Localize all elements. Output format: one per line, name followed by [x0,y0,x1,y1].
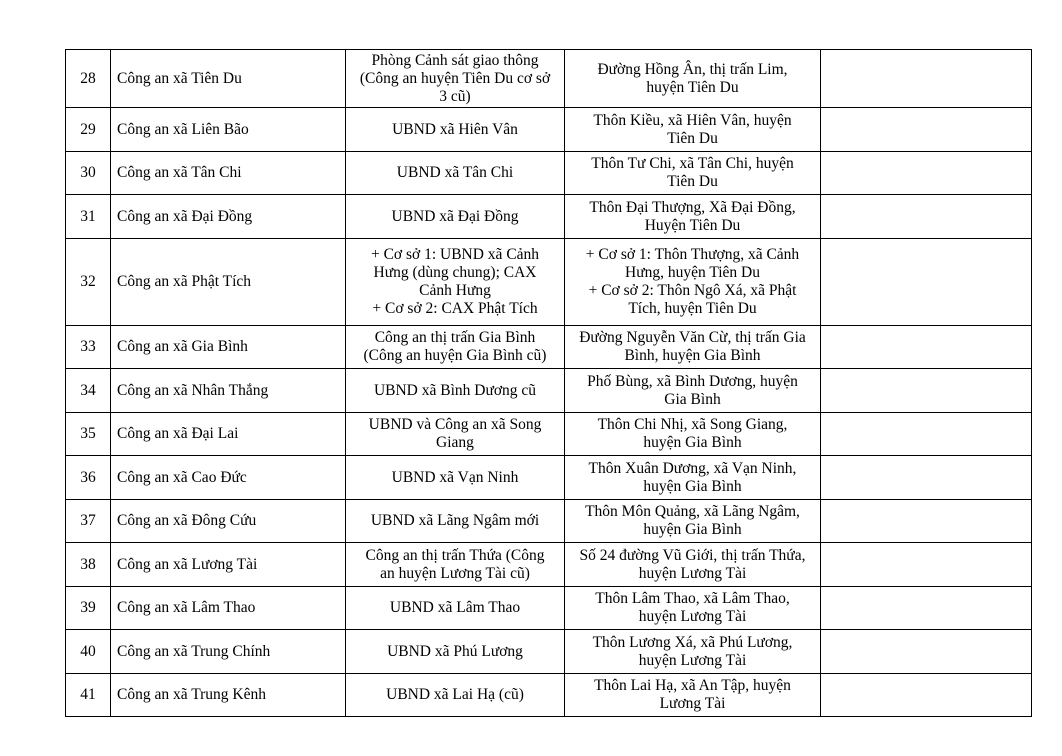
table-row [66,500,1032,543]
police-unit-name: Công an xã Liên Bão [111,108,346,152]
work-location-line: Công an thị trấn Thứa (Công [365,546,545,564]
address-cell [565,630,821,674]
work-location-cell [346,587,565,630]
row-number: 35 [66,413,111,456]
work-location-line: UBND xã Phú Lương [387,642,523,660]
row-number: 33 [66,326,111,369]
work-location-line: UBND xã Lãng Ngâm mới [370,512,540,529]
row-number: 31 [66,195,111,239]
address-line: huyện Gia Bình [643,434,742,451]
address-line: Phố Bùng, xã Bình Dương, huyện [587,372,798,390]
address-cell [565,326,821,369]
address-cell [565,50,821,108]
work-location-line: (Công an huyện Gia Bình cũ) [363,347,547,364]
note-cell [821,456,1032,500]
work-location-cell [346,50,565,108]
work-location-cell [346,152,565,195]
work-location-cell [346,543,565,587]
address-cell [565,369,821,413]
address-line: Gia Bình [664,390,721,408]
address-line: Tích, huyện Tiên Du [628,300,757,317]
work-location-cell [346,326,565,369]
address-line: Huyện Tiên Du [644,216,741,234]
work-location-line: + Cơ sở 2: CAX Phật Tích [372,300,538,317]
note-cell [821,587,1032,630]
police-unit-name: Công an xã Cao Đức [111,456,346,500]
address-line: Đường Nguyễn Văn Cừ, thị trấn Gia [579,329,806,346]
table-row [66,152,1032,195]
police-unit-name: Công an xã Lâm Thao [111,587,346,630]
table-row [66,543,1032,587]
address-line: Số 24 đường Vũ Giới, thị trấn Thứa, [579,546,806,564]
table-row [66,50,1032,108]
note-cell [821,50,1032,108]
address-cell [565,674,821,717]
address-line: Thôn Tư Chi, xã Tân Chi, huyện [591,155,794,172]
work-location-line: UBND xã Đại Đồng [391,207,519,225]
work-location-line: UBND xã Tân Chi [396,164,514,181]
note-cell [821,500,1032,543]
address-line: Thôn Lâm Thao, xã Lâm Thao, [595,590,790,607]
address-line: + Cơ sở 1: Thôn Thượng, xã Cảnh [585,246,800,263]
address-line: Thôn Xuân Dương, xã Vạn Ninh, [588,459,797,477]
address-line: Bình, huyện Gia Bình [624,347,761,364]
table-body [66,50,1032,717]
work-location-line: 3 cũ) [439,87,471,105]
address-line: huyện Lương Tài [638,651,747,669]
address-line: Đường Hồng Ân, thị trấn Lim, [597,60,788,78]
address-cell [565,456,821,500]
address-cell [565,152,821,195]
row-number: 38 [66,543,111,587]
work-location-line: + Cơ sở 1: UBND xã Cảnh [370,246,540,263]
work-location-line: Hưng (dùng chung); CAX [373,264,537,281]
work-location-cell [346,369,565,413]
row-number: 36 [66,456,111,500]
row-number: 32 [66,239,111,326]
work-location-line: (Công an huyện Tiên Du cơ sở [359,69,551,87]
table-row [66,456,1032,500]
work-location-line: UBND xã Lai Hạ (cũ) [386,686,524,703]
row-number: 28 [66,50,111,108]
row-number: 39 [66,587,111,630]
table-row [66,587,1032,630]
work-location-line: UBND xã Lâm Thao [389,599,521,616]
police-location-table [65,49,1032,717]
police-unit-name: Công an xã Đông Cứu [111,500,346,543]
row-number: 41 [66,674,111,717]
police-unit-name: Công an xã Đại Đồng [111,195,346,239]
row-number: 40 [66,630,111,674]
address-line: huyện Lương Tài [638,608,747,625]
row-number: 29 [66,108,111,152]
note-cell [821,543,1032,587]
work-location-cell [346,630,565,674]
table-row [66,326,1032,369]
work-location-cell [346,674,565,717]
work-location-line: Phòng Cảnh sát giao thông [371,51,539,69]
address-line: huyện Gia Bình [643,477,742,495]
police-unit-name: Công an xã Lương Tài [111,543,346,587]
work-location-line: UBND xã Vạn Ninh [391,468,519,486]
address-cell [565,195,821,239]
note-cell [821,369,1032,413]
address-line: Lương Tài [659,695,726,712]
table-row [66,195,1032,239]
address-line: huyện Tiên Du [646,78,739,96]
address-line: Thôn Lai Hạ, xã An Tập, huyện [594,677,791,694]
note-cell [821,674,1032,717]
work-location-line: UBND xã Hiên Vân [392,120,518,138]
work-location-cell [346,195,565,239]
address-line: Thôn Chi Nhị, xã Song Giang, [597,416,788,433]
note-cell [821,326,1032,369]
address-cell [565,239,821,326]
table-row [66,108,1032,152]
work-location-line: Công an thị trấn Gia Bình [374,329,536,346]
work-location-line: UBND xã Bình Dương cũ [373,381,537,399]
address-line: huyện Gia Bình [643,521,742,538]
police-unit-name: Công an xã Đại Lai [111,413,346,456]
address-line: Thôn Môn Quảng, xã Lãng Ngâm, [585,503,800,520]
table-row [66,674,1032,717]
work-location-cell [346,413,565,456]
work-location-line: an huyện Lương Tài cũ) [380,564,530,582]
row-number: 30 [66,152,111,195]
note-cell [821,108,1032,152]
address-cell [565,587,821,630]
work-location-cell [346,108,565,152]
work-location-line: Giang [436,434,474,451]
note-cell [821,239,1032,326]
row-number: 34 [66,369,111,413]
note-cell [821,630,1032,674]
work-location-line: Cảnh Hưng [419,282,491,299]
police-unit-name: Công an xã Phật Tích [111,239,346,326]
police-unit-name: Công an xã Trung Kênh [111,674,346,717]
address-line: Thôn Đại Thượng, Xã Đại Đồng, [589,198,796,216]
police-unit-name: Công an xã Tân Chi [111,152,346,195]
work-location-cell [346,456,565,500]
address-cell [565,500,821,543]
address-cell [565,413,821,456]
address-line: + Cơ sở 2: Thôn Ngô Xá, xã Phật [588,282,797,299]
address-line: Thôn Lương Xá, xã Phú Lương, [592,633,793,651]
address-line: Tiên Du [667,129,718,147]
table-row [66,369,1032,413]
police-unit-name: Công an xã Tiên Du [111,50,346,108]
row-number: 37 [66,500,111,543]
table-row [66,630,1032,674]
note-cell [821,152,1032,195]
police-unit-name: Công an xã Gia Bình [111,326,346,369]
work-location-cell [346,500,565,543]
address-line: Thôn Kiều, xã Hiên Vân, huyện [593,111,792,129]
address-line: huyện Lương Tài [638,564,747,582]
note-cell [821,413,1032,456]
table-row [66,413,1032,456]
address-cell [565,543,821,587]
police-unit-name: Công an xã Nhân Thắng [111,369,346,413]
address-line: Hưng, huyện Tiên Du [625,264,760,281]
work-location-cell [346,239,565,326]
work-location-line: UBND và Công an xã Song [368,416,542,433]
table-row [66,239,1032,326]
note-cell [821,195,1032,239]
police-unit-name: Công an xã Trung Chính [111,630,346,674]
address-cell [565,108,821,152]
address-line: Tiên Du [667,173,718,190]
